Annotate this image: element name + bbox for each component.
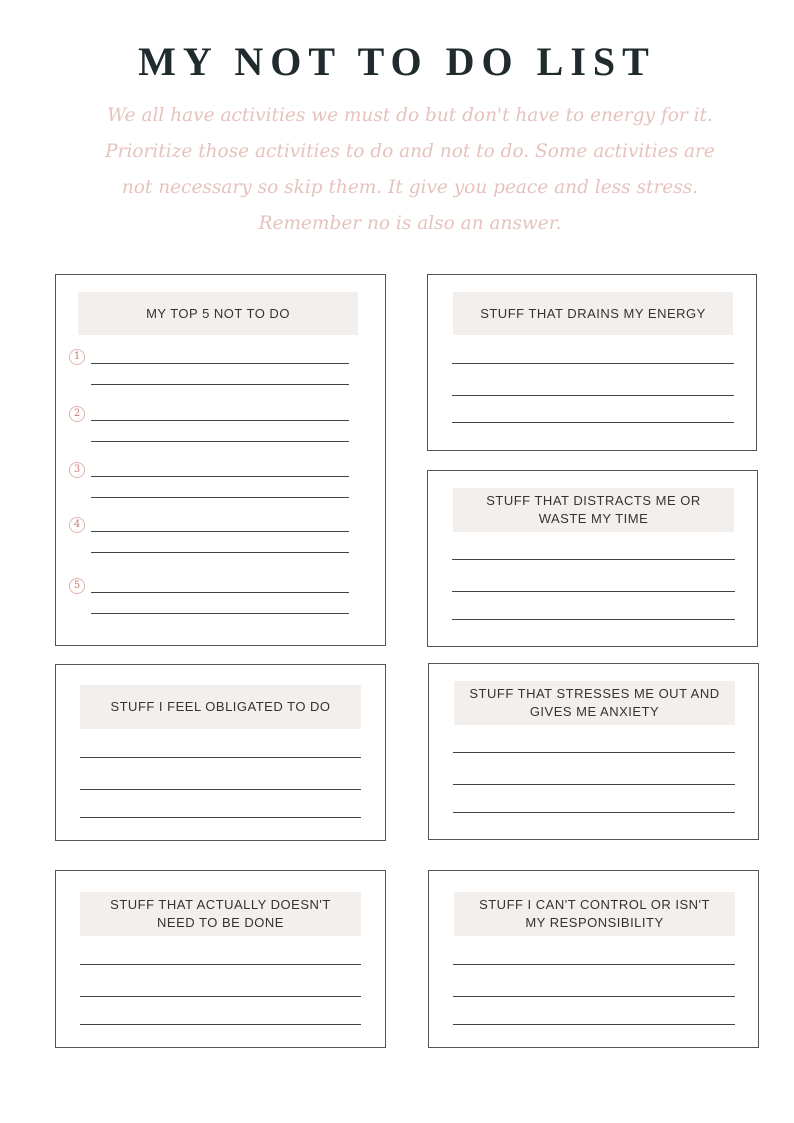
section-heading	[453, 488, 734, 532]
write-line[interactable]	[91, 441, 349, 442]
item-number-2: 2	[69, 406, 85, 422]
write-line[interactable]	[452, 422, 734, 423]
section-heading	[80, 685, 361, 729]
write-line[interactable]	[80, 1024, 361, 1025]
top5-box	[55, 274, 386, 646]
write-line[interactable]	[91, 552, 349, 553]
write-line[interactable]	[80, 757, 361, 758]
write-line[interactable]	[80, 789, 361, 790]
write-line[interactable]	[452, 363, 734, 364]
write-line[interactable]	[80, 996, 361, 997]
write-line[interactable]	[453, 812, 735, 813]
write-line[interactable]	[91, 476, 349, 477]
write-line[interactable]	[453, 964, 735, 965]
heading-line: STUFF THAT DISTRACTS ME OR	[486, 493, 701, 508]
cant-control-box	[428, 870, 759, 1048]
write-line[interactable]	[91, 363, 349, 364]
write-line[interactable]	[91, 497, 349, 498]
write-line[interactable]	[80, 817, 361, 818]
write-line[interactable]	[453, 784, 735, 785]
intro-line: Prioritize those activities to do and not to do. Some activities are	[105, 141, 715, 162]
item-number-3: 3	[69, 462, 85, 478]
heading-line: WASTE MY TIME	[538, 511, 649, 526]
heading-line: STUFF I FEEL OBLIGATED TO DO	[110, 699, 331, 714]
drains-energy-box	[427, 274, 757, 451]
top5-heading	[78, 292, 358, 335]
write-line[interactable]	[91, 384, 349, 385]
section-heading	[454, 892, 735, 936]
write-line[interactable]	[91, 592, 349, 593]
write-line[interactable]	[453, 752, 735, 753]
intro-text	[50, 98, 770, 242]
item-number-5: 5	[69, 578, 85, 594]
intro-line: not necessary so skip them. It give you peace and less stress.	[121, 177, 699, 198]
stresses-box	[428, 663, 759, 840]
heading-line: GIVES ME ANXIETY	[529, 704, 660, 719]
not-needed-box	[55, 870, 386, 1048]
write-line[interactable]	[91, 420, 349, 421]
heading-line: STUFF THAT STRESSES ME OUT AND	[469, 686, 720, 701]
write-line[interactable]	[452, 591, 735, 592]
write-line[interactable]	[80, 964, 361, 965]
section-heading	[453, 292, 733, 335]
write-line[interactable]	[91, 531, 349, 532]
write-line[interactable]	[453, 996, 735, 997]
obligated-box	[55, 664, 386, 841]
heading-line: MY RESPONSIBILITY	[525, 915, 664, 930]
heading-line: STUFF THAT DRAINS MY ENERGY	[480, 305, 706, 321]
write-line[interactable]	[452, 395, 734, 396]
write-line[interactable]	[452, 619, 735, 620]
item-number-4: 4	[69, 517, 85, 533]
heading-line: NEED TO BE DONE	[157, 915, 284, 930]
page-title: MY NOT TO DO LIST	[138, 39, 656, 84]
intro-line: We all have activities we must do but don't have to energy for it.	[107, 105, 713, 126]
top5-heading-label: MY TOP 5 NOT TO DO	[146, 305, 290, 321]
section-heading	[80, 892, 361, 936]
write-line[interactable]	[453, 1024, 735, 1025]
section-heading	[454, 681, 735, 725]
write-line[interactable]	[452, 559, 735, 560]
write-line[interactable]	[91, 613, 349, 614]
item-number-1: 1	[69, 349, 85, 365]
heading-line: STUFF I CAN'T CONTROL OR ISN'T	[479, 897, 710, 912]
distracts-box	[427, 470, 758, 647]
intro-line: Remember no is also an answer.	[258, 213, 562, 234]
heading-line: STUFF THAT ACTUALLY DOESN'T	[110, 897, 331, 912]
